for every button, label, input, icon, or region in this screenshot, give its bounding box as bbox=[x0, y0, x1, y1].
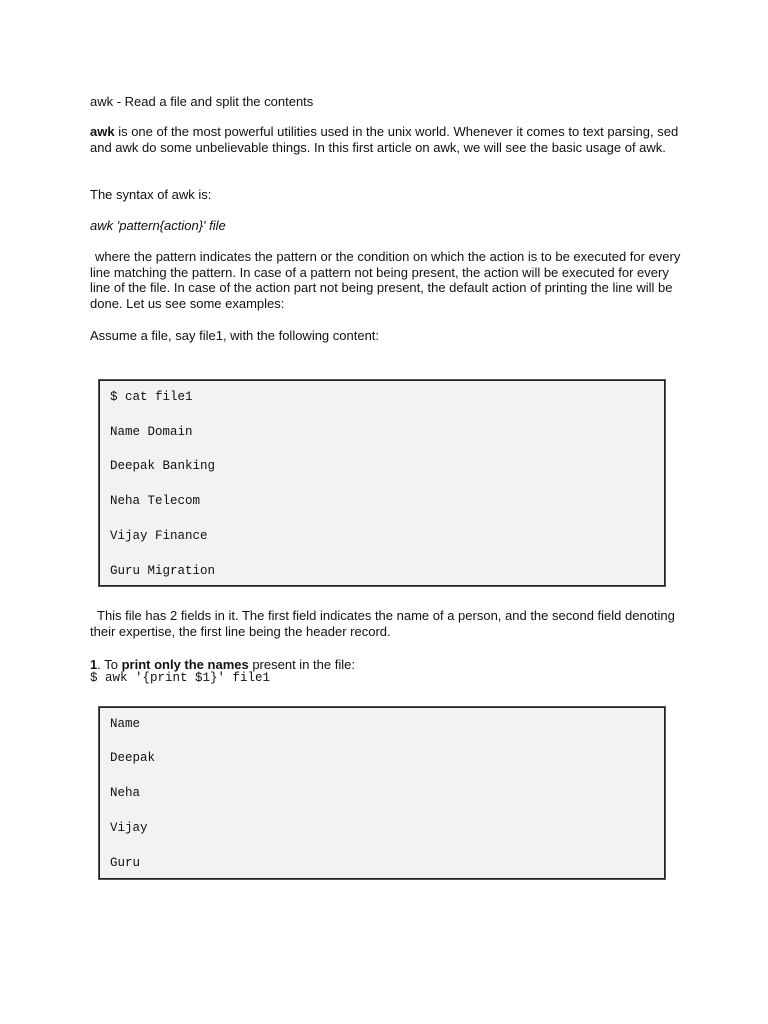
explanation-paragraph: where the pattern indicates the pattern or the condition on which the action is to be executed for every line matching the pattern. In case of a pattern not being present, the action will be executed for every line of the file. In case of the action part not being present, the default action of printing the line will be done. Let us see some examples: bbox=[90, 249, 681, 311]
fields-paragraph: This file has 2 fields in it. The first field indicates the name of a person, and the second field denoting their expertise, the first line being the header record. bbox=[90, 608, 675, 639]
intro-bold-term: awk bbox=[90, 124, 115, 139]
example-number: 1 bbox=[90, 657, 98, 672]
example-bold: print only the names bbox=[121, 657, 249, 672]
code-line: Vijay Finance bbox=[110, 529, 208, 543]
code-line: $ cat file1 bbox=[110, 390, 193, 404]
code-line: Name Domain bbox=[110, 425, 193, 439]
code-line: Deepak bbox=[110, 751, 156, 765]
article-title: awk - Read a file and split the contents bbox=[90, 94, 314, 109]
code-line: Vijay bbox=[110, 821, 148, 835]
code-block-file1 bbox=[98, 379, 666, 587]
code-line: Neha bbox=[110, 786, 141, 800]
syntax-label: The syntax of awk is: bbox=[90, 187, 212, 202]
code-block-output bbox=[98, 706, 666, 880]
example-prefix: . To bbox=[97, 657, 122, 672]
code-line: Neha Telecom bbox=[110, 494, 201, 508]
code-line: Name bbox=[110, 717, 141, 731]
example-1-command: $ awk '{print $1}' file1 bbox=[90, 671, 271, 685]
code-line: Deepak Banking bbox=[110, 459, 216, 473]
syntax-line: awk 'pattern{action}' file bbox=[90, 218, 226, 233]
code-line: Guru bbox=[110, 856, 141, 870]
intro-paragraph bbox=[90, 124, 690, 155]
intro-text: is one of the most powerful utilities used in the unix world. Whenever it comes to text parsing, sed and awk do some unbelievable things. In this first article on awk, we will see the basic usage of awk. bbox=[90, 124, 679, 155]
example-suffix: present in the file: bbox=[248, 657, 355, 672]
code-line: Guru Migration bbox=[110, 564, 216, 578]
assume-paragraph: Assume a file, say file1, with the following content: bbox=[90, 328, 380, 343]
